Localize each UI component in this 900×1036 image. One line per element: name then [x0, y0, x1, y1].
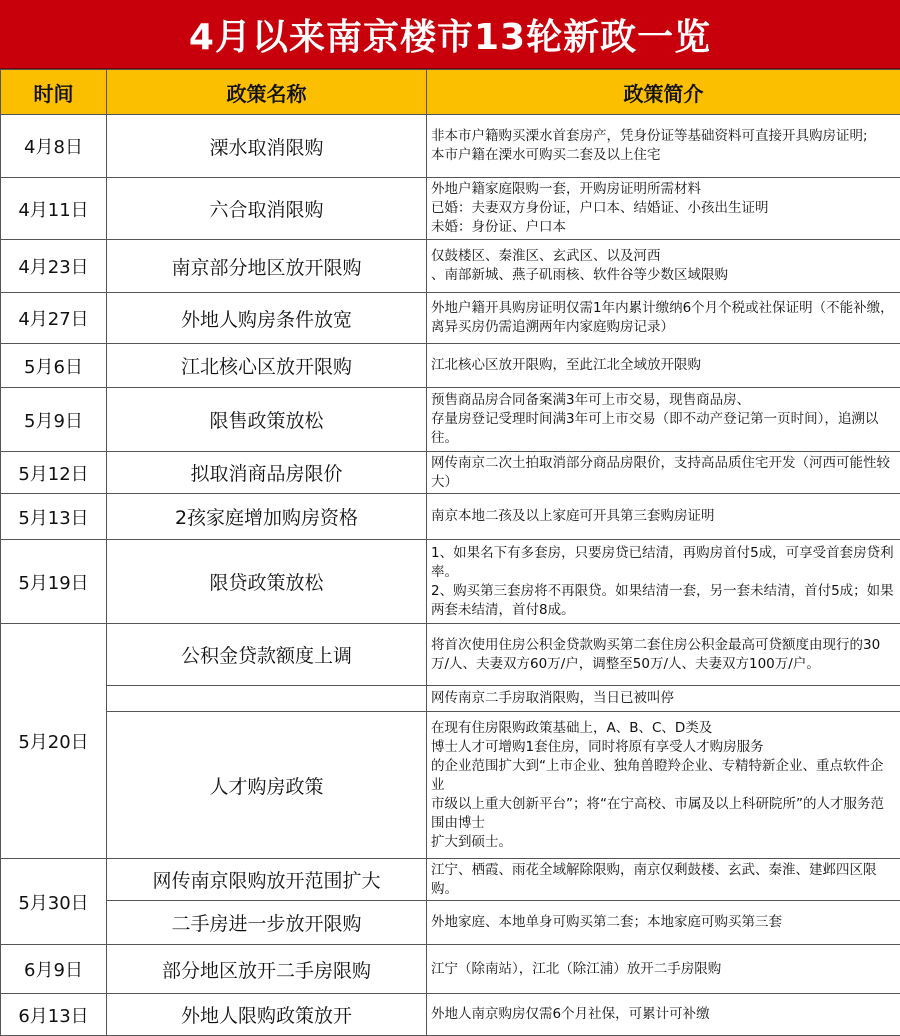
- desc-line: 网传南京二次土拍取消部分商品房限价，支持高品质住宅开发（河西可能性较大）: [431, 454, 890, 490]
- policy-name-cell: 网传南京限购放开范围扩大: [107, 859, 427, 901]
- desc-line: 、南部新城、燕子矶雨核、软件谷等少数区域限购: [431, 267, 728, 283]
- date-cell: 5月13日: [1, 494, 107, 540]
- policy-desc-cell: [427, 344, 900, 388]
- date-cell: 6月13日: [1, 994, 107, 1036]
- desc-line: 非本市户籍购买溧水首套房产，凭身份证等基础资料可直接开具购房证明;: [431, 128, 868, 144]
- desc-line: 预售商品房合同备案满3年可上市交易，现售商品房、: [431, 392, 751, 408]
- desc-line: 将首次使用住房公积金贷款购买第二套住房公积金最高可贷额度由现行的30万/人、夫妻双方60万/户，调整至50万/人、夫妻双方100万/户。: [431, 636, 881, 672]
- policy-name-cell: 六合取消限购: [107, 178, 427, 240]
- table-row: [1, 712, 900, 859]
- desc-line: 网传南京二手房取消限购，当日已被叫停: [431, 690, 674, 706]
- table-row: [1, 115, 900, 178]
- policy-desc-cell: [427, 901, 900, 945]
- date-cell: 5月20日: [1, 624, 107, 859]
- policy-name-cell: 2孩家庭增加购房资格: [107, 494, 427, 540]
- table-row: [1, 240, 900, 293]
- date-cell: 5月30日: [1, 859, 107, 945]
- table-row: [1, 624, 900, 686]
- desc-line: 本市户籍在溧水可购买二套及以上住宅: [431, 147, 661, 163]
- policy-desc-cell: [427, 293, 900, 344]
- policy-desc-cell: [427, 712, 900, 859]
- desc-line: 江宁（除南站），江北（除江浦）放开二手房限购: [431, 960, 722, 977]
- policy-name-cell: 外地人限购政策放开: [107, 994, 427, 1036]
- desc-line: 江宁、栖霞、雨花全域解除限购，南京仅剩鼓楼、玄武、秦淮、建邺四区限购。: [431, 861, 877, 897]
- date-cell: 4月27日: [1, 293, 107, 344]
- desc-line: 市级以上重大创新平台”；将“在宁高校、市属及以上科研院所”的人才服务范围由博士: [431, 795, 884, 831]
- policy-desc-cell: [427, 115, 900, 178]
- table-row: [1, 388, 900, 452]
- policy-desc-cell: [427, 994, 900, 1036]
- page-title: 4月以来南京楼市13轮新政一览: [0, 0, 900, 69]
- date-cell: 5月19日: [1, 540, 107, 624]
- table-row: [1, 686, 900, 712]
- table-row: [1, 452, 900, 494]
- policy-desc-cell: [427, 240, 900, 293]
- policy-desc-cell: [427, 178, 900, 240]
- desc-line: 2、购买第三套房将不再限贷。如果结清一套，另一套未结清，首付5成；如果两套未结清，首付8成。: [431, 582, 894, 618]
- table-row: [1, 994, 900, 1036]
- table-row: [1, 494, 900, 540]
- policy-name-cell: 溧水取消限购: [107, 115, 427, 178]
- policy-desc-cell: [427, 859, 900, 901]
- desc-line: 外地人南京购房仅需6个月社保，可累计可补缴: [431, 1006, 710, 1022]
- policy-name-cell: 公积金贷款额度上调: [107, 624, 427, 686]
- header-time: 时间: [1, 70, 107, 115]
- desc-line: 的企业范围扩大到“上市企业、独角兽瞪羚企业、专精特新企业、重点软件企业: [431, 757, 884, 793]
- date-cell: 4月11日: [1, 178, 107, 240]
- policy-name-cell: 部分地区放开二手房限购: [107, 945, 427, 994]
- table-row: [1, 344, 900, 388]
- desc-line: 1、如果名下有多套房，只要房贷已结清，再购房首付5成，可享受首套房贷利率。: [431, 544, 894, 580]
- policy-desc-cell: [427, 494, 900, 540]
- header-policy-desc: 政策简介: [427, 70, 900, 115]
- desc-line: 南京本地二孩及以上家庭可开具第三套购房证明: [431, 508, 715, 524]
- policy-name-cell: 外地人购房条件放宽: [107, 293, 427, 344]
- desc-line: 已婚：夫妻双方身份证，户口本、结婚证、小孩出生证明: [431, 200, 769, 216]
- policy-desc-cell: [427, 624, 900, 686]
- date-cell: 5月6日: [1, 344, 107, 388]
- policy-table: [0, 69, 900, 1036]
- desc-line: 博士人才可增购1套住房，同时将原有享受人才购房服务: [431, 738, 764, 755]
- policy-name-cell: 人才购房政策: [107, 712, 427, 859]
- date-cell: 4月8日: [1, 115, 107, 178]
- policy-name-cell: 限贷政策放松: [107, 540, 427, 624]
- table-row: [1, 540, 900, 624]
- desc-line: 未婚：身份证、户口本: [431, 219, 566, 235]
- desc-line: 在现有住房限购政策基础上，A、B、C、D类及: [431, 719, 713, 736]
- policy-name-cell: 江北核心区放开限购: [107, 344, 427, 388]
- table-row: [1, 178, 900, 240]
- desc-line: 外地户籍家庭限购一套，开购房证明所需材料: [431, 181, 701, 197]
- desc-line: 仅鼓楼区、秦淮区、玄武区、以及河西: [431, 248, 661, 264]
- table-header-row: [1, 70, 900, 115]
- table-row: [1, 859, 900, 901]
- desc-line: 外地家庭、本地单身可购买第二套；本地家庭可购买第三套: [431, 914, 782, 930]
- date-cell: 6月9日: [1, 945, 107, 994]
- desc-line: 江北核心区放开限购，至此江北全域放开限购: [431, 357, 701, 373]
- policy-name-cell: 二手房进一步放开限购: [107, 901, 427, 945]
- policy-desc-cell: [427, 540, 900, 624]
- desc-line: 存量房登记受理时间满3年可上市交易（即不动产登记第一页时间），追溯以往。: [431, 411, 879, 446]
- policy-desc-cell: [427, 686, 900, 712]
- header-policy-name: 政策名称: [107, 70, 427, 115]
- policy-desc-cell: [427, 388, 900, 452]
- desc-line: 扩大到硕士。: [431, 833, 512, 850]
- date-cell: 5月12日: [1, 452, 107, 494]
- table-row: [1, 901, 900, 945]
- policy-name-cell: 拟取消商品房限价: [107, 452, 427, 494]
- policy-name-cell: [107, 686, 427, 712]
- policy-desc-cell: [427, 452, 900, 494]
- table-row: [1, 945, 900, 994]
- policy-name-cell: 限售政策放松: [107, 388, 427, 452]
- desc-line: 外地户籍开具购房证明仅需1年内累计缴纳6个月个税或社保证明（不能补缴，离异买房仍需追溯两年内家庭购房记录）: [431, 300, 894, 335]
- table-row: [1, 293, 900, 344]
- policy-desc-cell: [427, 945, 900, 994]
- date-cell: 5月9日: [1, 388, 107, 452]
- policy-name-cell: 南京部分地区放开限购: [107, 240, 427, 293]
- date-cell: 4月23日: [1, 240, 107, 293]
